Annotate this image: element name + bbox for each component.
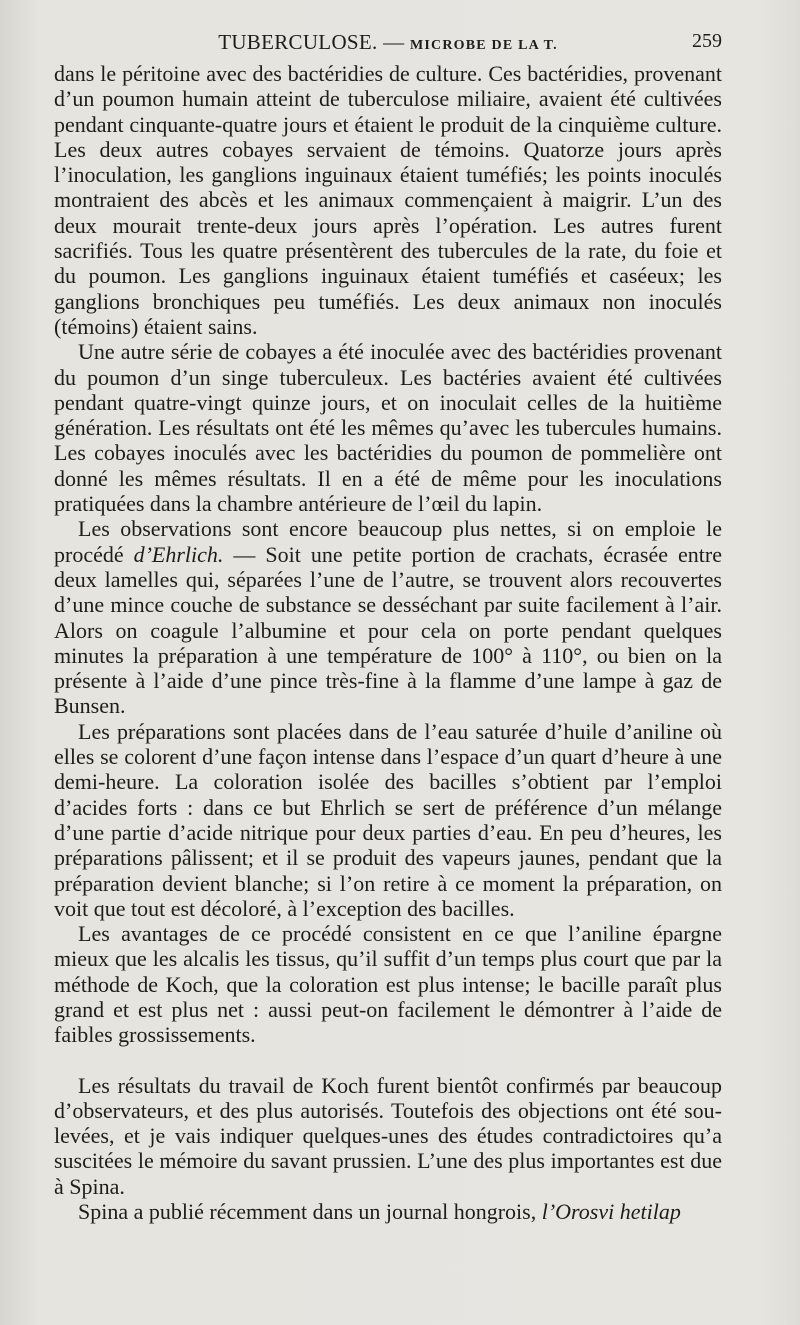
page-number: 259 <box>692 30 722 52</box>
body-text <box>54 61 722 1224</box>
paragraph-4: Les préparations sont placées dans de l’eau saturée d’huile d’aniline où elles se colorent d’une façon intense dans l’espace d’un quart d’heure à une demi-heure. La coloration isolée des bacilles s’obtient par l’emploi d’acides forts : dans ce but Ehrlich se sert de préférence d’un mélange d’une partie d’acide nitrique pour deux parties d’eau. En peu d’heures, les préparations pâlissent; et il se produit des vapeurs jaunes, pendant que la préparation devient blanche; si l’on retire à ce moment la préparation, on voit que tout est décoloré, à l’exception des bacilles. <box>54 718 722 921</box>
paragraph-1: dans le péritoine avec des bactéridies de culture. Ces bactéridies, provenant d’un poumon humain atteint de tuberculose miliaire, avaient été cultivées pendant cinquante-quatre jours et étaient le produit de la cinquième culture. Les deux autres cobayes servaient de témoins. Quatorze jours après l’inoculation, les ganglions inguinaux étaient tuméfiés; les points inoculés montraient des abcès et les animaux commençaient à maigrir. L’un des deux mourait trente-deux jours après l’opération. Les autres furent sacrifiés. Tous les quatre présentèrent des tubercules de la rate, du foie et du poumon. Les ganglions inguinaux étaient tuméfiés et caséeux; les ganglions bronchiques peu tuméfiés. Les deux animaux non inoculés (témoins) étaient sains. <box>54 61 722 339</box>
running-head <box>54 30 722 56</box>
ehrlich-reference: d’Ehrlich. <box>133 541 224 567</box>
paragraph-2: Une autre série de cobayes a été inoculée avec des bactéridies provenant du poumon d’un singe tuberculeux. Les bactéries avaient été cultivées pendant quatre-vingt quinze jours, et on inoculait celles de la huitième génération. Les résultats ont été les mêmes qu’avec les tubercules humains. Les cobayes inoculés avec les bactéridies du poumon de pommelière ont donné les mêmes résultats. Il en a été de même pour les inoculations pratiquées dans la chambre antérieure de l’œil du lapin. <box>54 339 722 517</box>
paragraph-3-start: Les observations sont encore beaucoup plus nettes, si on emploie le procédé <box>54 516 722 567</box>
journal-title: l’Orosvi hetilap <box>541 1199 681 1225</box>
paragraph-3-rest: — Soit une petite portion de crachats, écrasée entre deux lamelles qui, séparées l’une de l’autre, se trouvent alors recouvertes d’une mince couche de substance se desséchant par suite facilement à l’air. Alors on coagule l’albumine et pour cela on porte pendant quelques minutes la préparation à une température de 100° à 110°, ou bien on la présente à l’aide d’une pince très-fine à la flamme d’une lampe à gaz de Bunsen. <box>54 541 722 719</box>
running-title <box>54 30 722 55</box>
paragraph-7 <box>54 1199 722 1224</box>
section-subtitle: MICROBE DE LA T. <box>409 38 558 53</box>
paragraph-7-start: Spina a publié récemment dans un journal hongrois, <box>78 1199 542 1225</box>
paragraph-5: Les avantages de ce procédé consistent en ce que l’aniline épargne mieux que les alcalis les tissus, qu’il suffit d’un temps plus court que par la méthode de Koch, que la coloration est plus intense; le bacille paraît plus grand et est plus net : aussi peut-on facilement le démontrer à l’aide de faibles grossissements. <box>54 921 722 1048</box>
chapter-title: TUBERCULOSE. <box>218 30 378 54</box>
paragraph-6: Les résultats du travail de Koch furent bientôt confirmés par beaucoup d’observateurs, et des plus autorisés. Toutefois des objections ont été soulevées, et je vais indiquer quelques-unes des études contradictoires qu’a suscitées le mémoire du savant prussien. L’une des plus importantes est due à Spina. <box>54 1072 722 1199</box>
paragraph-3 <box>54 516 722 718</box>
title-dash: — <box>377 30 410 54</box>
